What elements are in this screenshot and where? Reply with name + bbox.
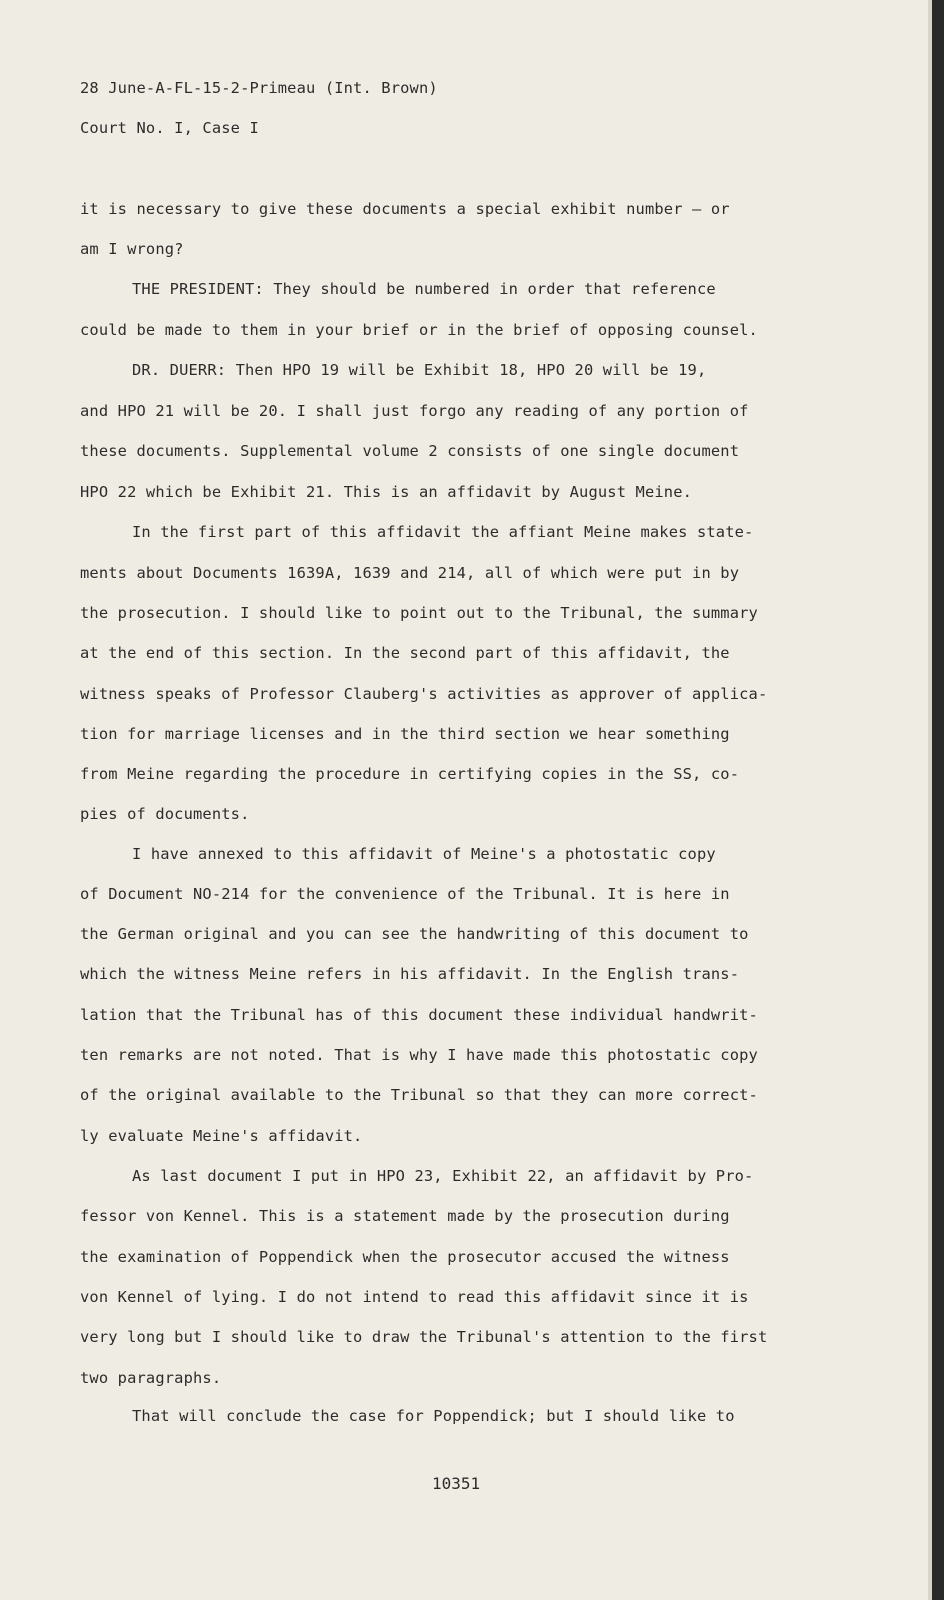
text-line: these documents. Supplemental volume 2 consists of one single document [80, 442, 740, 460]
text-line: the prosecution. I should like to point out to the Tribunal, the summary [80, 604, 758, 622]
text-line: witness speaks of Professor Clauberg's activities as approver of applica- [80, 685, 768, 703]
text-line: of the original available to the Tribunal so that they can more correct- [80, 1086, 758, 1104]
text-line: lation that the Tribunal has of this document these individual handwrit- [80, 1006, 758, 1024]
text-line: the examination of Poppendick when the prosecutor accused the witness [80, 1248, 730, 1266]
text-line: tion for marriage licenses and in the third section we hear something [80, 725, 730, 743]
text-line: That will conclude the case for Poppendick; but I should like to [132, 1407, 735, 1425]
text-line: DR. DUERR: Then HPO 19 will be Exhibit 18, HPO 20 will be 19, [132, 361, 707, 379]
header-line-2: Court No. I, Case I [80, 119, 259, 137]
text-line: it is necessary to give these documents a special exhibit number — or [80, 200, 730, 218]
text-line: of Document NO-214 for the convenience of the Tribunal. It is here in [80, 885, 730, 903]
text-line: pies of documents. [80, 805, 250, 823]
text-line: from Meine regarding the procedure in certifying copies in the SS, co- [80, 765, 740, 783]
text-line: HPO 22 which be Exhibit 21. This is an affidavit by August Meine. [80, 483, 693, 501]
text-line: which the witness Meine refers in his affidavit. In the English trans- [80, 965, 740, 983]
text-line: I have annexed to this affidavit of Meine's a photostatic copy [132, 845, 716, 863]
text-line: ments about Documents 1639A, 1639 and 214, all of which were put in by [80, 564, 740, 582]
text-line: could be made to them in your brief or in the brief of opposing counsel. [80, 321, 758, 339]
text-line: am I wrong? [80, 240, 184, 258]
header-line-1: 28 June-A-FL-15-2-Primeau (Int. Brown) [80, 79, 438, 97]
text-line: ten remarks are not noted. That is why I have made this photostatic copy [80, 1046, 758, 1064]
text-line: ly evaluate Meine's affidavit. [80, 1127, 363, 1145]
text-line: As last document I put in HPO 23, Exhibit 22, an affidavit by Pro- [132, 1167, 754, 1185]
page-number: 10351 [432, 1474, 481, 1493]
text-line: at the end of this section. In the second part of this affidavit, the [80, 644, 730, 662]
text-line: fessor von Kennel. This is a statement made by the prosecution during [80, 1207, 730, 1225]
text-line: two paragraphs. [80, 1369, 222, 1387]
text-line: THE PRESIDENT: They should be numbered in order that reference [132, 280, 716, 298]
text-line: and HPO 21 will be 20. I shall just forgo any reading of any portion of [80, 402, 749, 420]
text-line: very long but I should like to draw the Tribunal's attention to the first [80, 1328, 768, 1346]
text-line: In the first part of this affidavit the affiant Meine makes state- [132, 523, 754, 541]
page-edge [932, 0, 944, 1600]
text-line: the German original and you can see the handwriting of this document to [80, 925, 749, 943]
text-line: von Kennel of lying. I do not intend to read this affidavit since it is [80, 1288, 749, 1306]
